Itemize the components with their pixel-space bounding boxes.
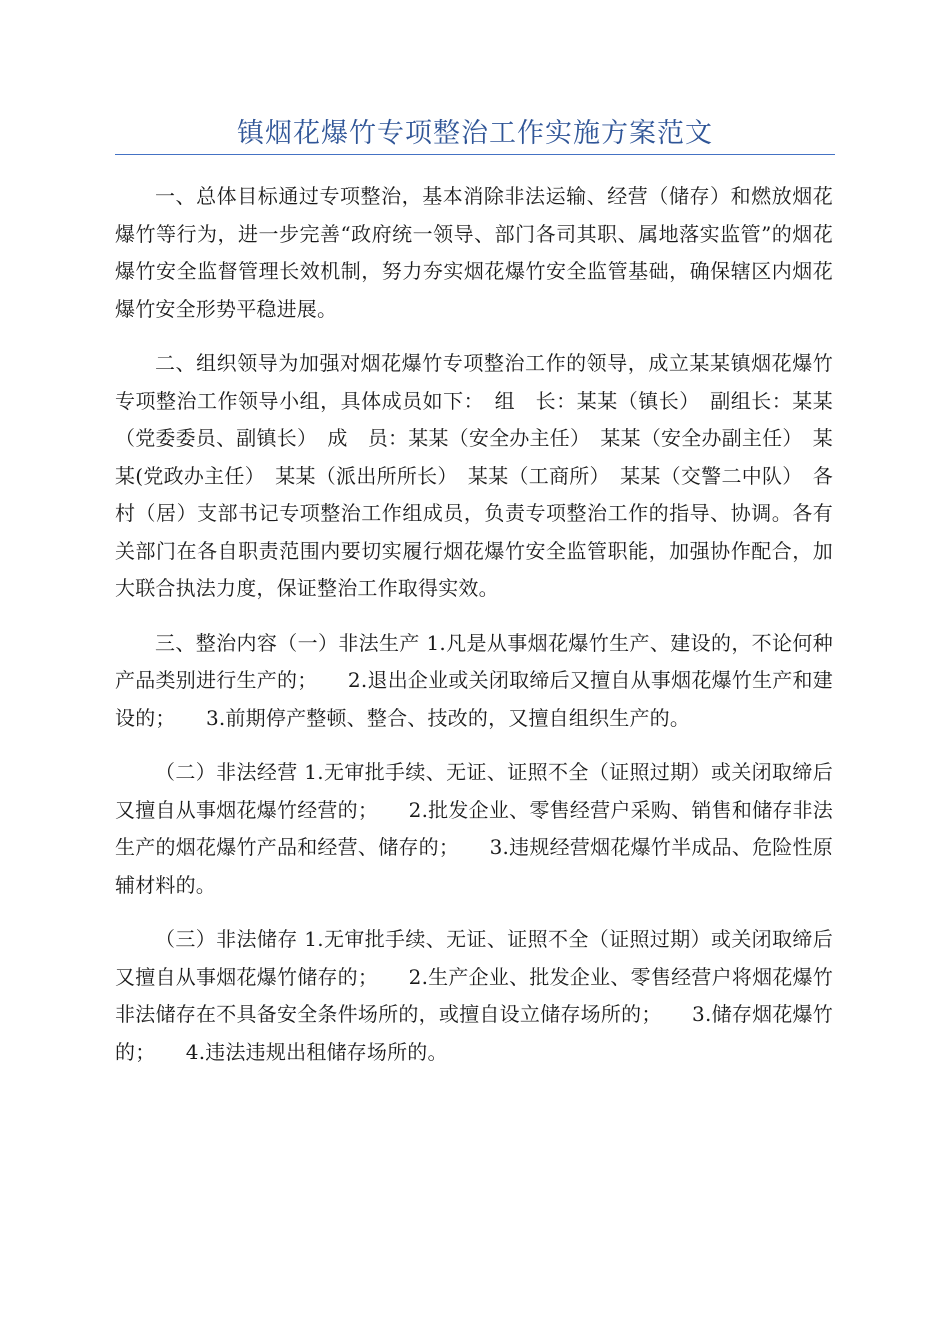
document-title: 镇烟花爆竹专项整治工作实施方案范文 [237, 118, 713, 149]
title-underline [115, 154, 835, 155]
document-body [115, 178, 833, 1088]
paragraph-organization: 二、组织领导为加强对烟花爆竹专项整治工作的领导，成立某某镇烟花爆竹专项整治工作领导小组，具体成员如下： 组 长：某某（镇长） 副组长：某某（党委委员、副镇长） 成 员：某某（安全办主任） 某某（安全办副主任） 某某(党政办主任） 某某（派出所所长） 某某（工商所） 某某（交警二中队） 各村（居）支部书记专项整治工作组成员，负责专项整治工作的指导、协调。各有关部门在各自职责范围内要切实履行烟花爆竹安全监管职能，加强协作配合，加大联合执法力度，保证整治工作取得实效。 [115, 351, 833, 600]
paragraph-illegal-production: 三、整治内容（一）非法生产 1.凡是从事烟花爆竹生产、建设的，不论何种产品类别进行生产的； 2.退出企业或关闭取缔后又擅自从事烟花爆竹生产和建设的； 3.前期停产整顿、整合、技改的，又擅自组织生产的。 [115, 630, 833, 730]
paragraph-illegal-business: （二）非法经营 1.无审批手续、无证、证照不全（证照过期）或关闭取缔后又擅自从事烟花爆竹经营的； 2.批发企业、零售经营户采购、销售和储存非法生产的烟花爆竹产品和经营、储存的； 3.违规经营烟花爆竹半成品、危险性原辅材料的。 [115, 760, 833, 897]
paragraph-overall-goal: 一、总体目标通过专项整治，基本消除非法运输、经营（储存）和燃放烟花爆竹等行为，进一步完善“政府统一领导、部门各司其职、属地落实监管”的烟花爆竹安全监督管理长效机制，努力夯实烟花爆竹安全监管基础，确保辖区内烟花爆竹安全形势平稳进展。 [115, 184, 833, 321]
paragraph-illegal-storage: （三）非法储存 1.无审批手续、无证、证照不全（证照过期）或关闭取缔后又擅自从事烟花爆竹储存的； 2.生产企业、批发企业、零售经营户将烟花爆竹非法储存在不具备安全条件场所的，或擅自设立储存场所的； 3.储存烟花爆竹的； 4.违法违规出租储存场所的。 [115, 927, 833, 1064]
